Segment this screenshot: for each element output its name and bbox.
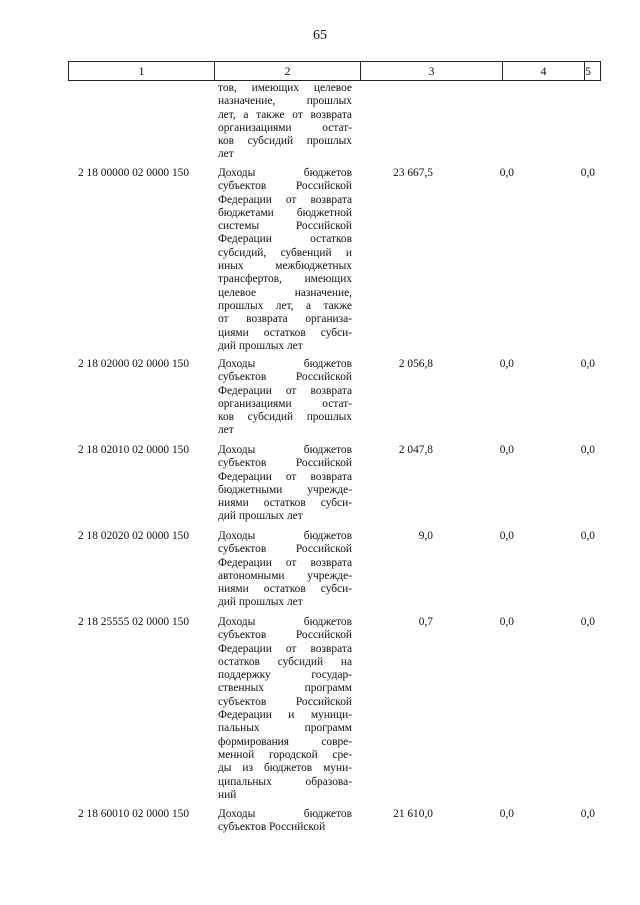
desc-line: ков субсидий прошлых bbox=[218, 135, 352, 148]
desc-line: циями остатков субси- bbox=[218, 326, 352, 339]
desc-line: ниями остатков субси- bbox=[218, 497, 352, 510]
value-col-4: 0,0 bbox=[499, 530, 514, 542]
value-col-3: 2 047,8 bbox=[398, 444, 433, 456]
desc-line: дий прошлых лет bbox=[218, 339, 303, 352]
desc-line: Федерации от возврата bbox=[218, 384, 352, 397]
desc-line: ственных программ bbox=[218, 682, 352, 695]
row-description bbox=[218, 616, 352, 802]
desc-line: остатков субсидий на bbox=[218, 655, 352, 668]
desc-line: лет bbox=[218, 148, 234, 161]
row-description bbox=[218, 444, 352, 524]
desc-line: от возврата организа- bbox=[218, 313, 352, 326]
header-col-4: 4 bbox=[502, 62, 584, 80]
desc-line: иных межбюджетных bbox=[218, 260, 352, 273]
desc-line: дий прошлых лет bbox=[218, 596, 303, 609]
desc-line: субъектов Российской bbox=[218, 180, 352, 193]
header-col-1: 1 bbox=[138, 64, 145, 78]
value-col-3: 21 610,0 bbox=[393, 808, 433, 820]
row-description bbox=[218, 167, 352, 353]
row-code: 2 18 02010 02 0000 150 bbox=[78, 444, 190, 456]
desc-line: субсидий, субвенций и bbox=[218, 246, 352, 259]
desc-line: пальных программ bbox=[218, 722, 352, 735]
desc-line: Федерации от возврата bbox=[218, 193, 352, 206]
value-col-3: 9,0 bbox=[418, 530, 433, 542]
header-col-3: 3 bbox=[360, 62, 502, 80]
desc-line: бюджетными учрежде- bbox=[218, 483, 352, 496]
desc-line: Федерации от возврата bbox=[218, 470, 352, 483]
header-col-5: 5 bbox=[585, 64, 591, 78]
desc-line: ков субсидий прошлых bbox=[218, 411, 352, 424]
desc-line: Доходы бюджетов bbox=[218, 358, 352, 370]
desc-line: Федерации и муници- bbox=[218, 709, 352, 722]
desc-line: системы Российской bbox=[218, 220, 352, 233]
row-code: 2 18 02020 02 0000 150 bbox=[78, 530, 190, 542]
desc-line: менной городской сре- bbox=[218, 748, 352, 761]
value-col-5: 0,0 bbox=[580, 167, 595, 179]
value-col-4: 0,0 bbox=[499, 358, 514, 370]
value-col-5: 0,0 bbox=[580, 616, 595, 628]
row-code: 2 18 25555 02 0000 150 bbox=[78, 616, 190, 628]
desc-line: Федерации остатков bbox=[218, 233, 352, 246]
desc-line: субъектов Российской bbox=[218, 821, 326, 834]
desc-line: организациями остат- bbox=[218, 397, 352, 410]
desc-line: ниями остатков субси- bbox=[218, 583, 352, 596]
desc-line: субъектов Российской bbox=[218, 371, 352, 384]
value-col-3: 2 056,8 bbox=[398, 358, 433, 370]
desc-line: Доходы бюджетов bbox=[218, 808, 352, 820]
value-col-4: 0,0 bbox=[499, 167, 514, 179]
row-code: 2 18 60010 02 0000 150 bbox=[78, 808, 190, 820]
desc-line: организациями остат- bbox=[218, 121, 352, 134]
desc-line: трансфертов, имеющих bbox=[218, 273, 352, 286]
value-col-4: 0,0 bbox=[499, 444, 514, 456]
continuation-text bbox=[218, 82, 352, 162]
desc-line: Доходы бюджетов bbox=[218, 167, 352, 179]
desc-line: поддержку государ- bbox=[218, 669, 352, 682]
desc-line: лет bbox=[218, 424, 234, 437]
value-col-4: 0,0 bbox=[499, 616, 514, 628]
desc-line: субъектов Российской bbox=[218, 629, 352, 642]
desc-line: тов, имеющих целевое bbox=[218, 82, 352, 94]
value-col-3: 23 667,5 bbox=[393, 167, 433, 179]
desc-line: ды из бюджетов муни- bbox=[218, 762, 352, 775]
row-code: 2 18 02000 02 0000 150 bbox=[78, 358, 190, 370]
desc-line: лет, а также от возврата bbox=[218, 108, 352, 121]
desc-line: Доходы бюджетов bbox=[218, 444, 352, 456]
desc-line: Доходы бюджетов bbox=[218, 530, 352, 542]
desc-line: назначение, прошлых bbox=[218, 95, 352, 108]
desc-line: ний bbox=[218, 788, 237, 801]
value-col-5: 0,0 bbox=[580, 444, 595, 456]
value-col-3: 0,7 bbox=[418, 616, 433, 628]
value-col-5: 0,0 bbox=[580, 358, 595, 370]
desc-line: целевое назначение, bbox=[218, 286, 352, 299]
desc-line: прошлых лет, а также bbox=[218, 299, 352, 312]
row-description bbox=[218, 530, 352, 610]
desc-line: Федерации от возврата bbox=[218, 556, 352, 569]
desc-line: Доходы бюджетов bbox=[218, 616, 352, 628]
row-description bbox=[218, 358, 352, 438]
header-col-2: 2 bbox=[214, 62, 360, 80]
row-description bbox=[218, 808, 352, 835]
row-code: 2 18 00000 02 0000 150 bbox=[78, 167, 190, 179]
value-col-4: 0,0 bbox=[499, 808, 514, 820]
page-number: 65 bbox=[313, 28, 327, 43]
desc-line: Федерации от возврата bbox=[218, 642, 352, 655]
desc-line: автономными учрежде- bbox=[218, 569, 352, 582]
desc-line: формирования совре- bbox=[218, 735, 352, 748]
desc-line: ципальных образова- bbox=[218, 775, 352, 788]
value-col-5: 0,0 bbox=[580, 808, 595, 820]
table-header bbox=[68, 61, 601, 81]
desc-line: субъектов Российской bbox=[218, 543, 352, 556]
desc-line: субъектов Российской bbox=[218, 695, 352, 708]
desc-line: субъектов Российской bbox=[218, 457, 352, 470]
value-col-5: 0,0 bbox=[580, 530, 595, 542]
desc-line: бюджетами бюджетной bbox=[218, 206, 352, 219]
desc-line: дий прошлых лет bbox=[218, 510, 303, 523]
